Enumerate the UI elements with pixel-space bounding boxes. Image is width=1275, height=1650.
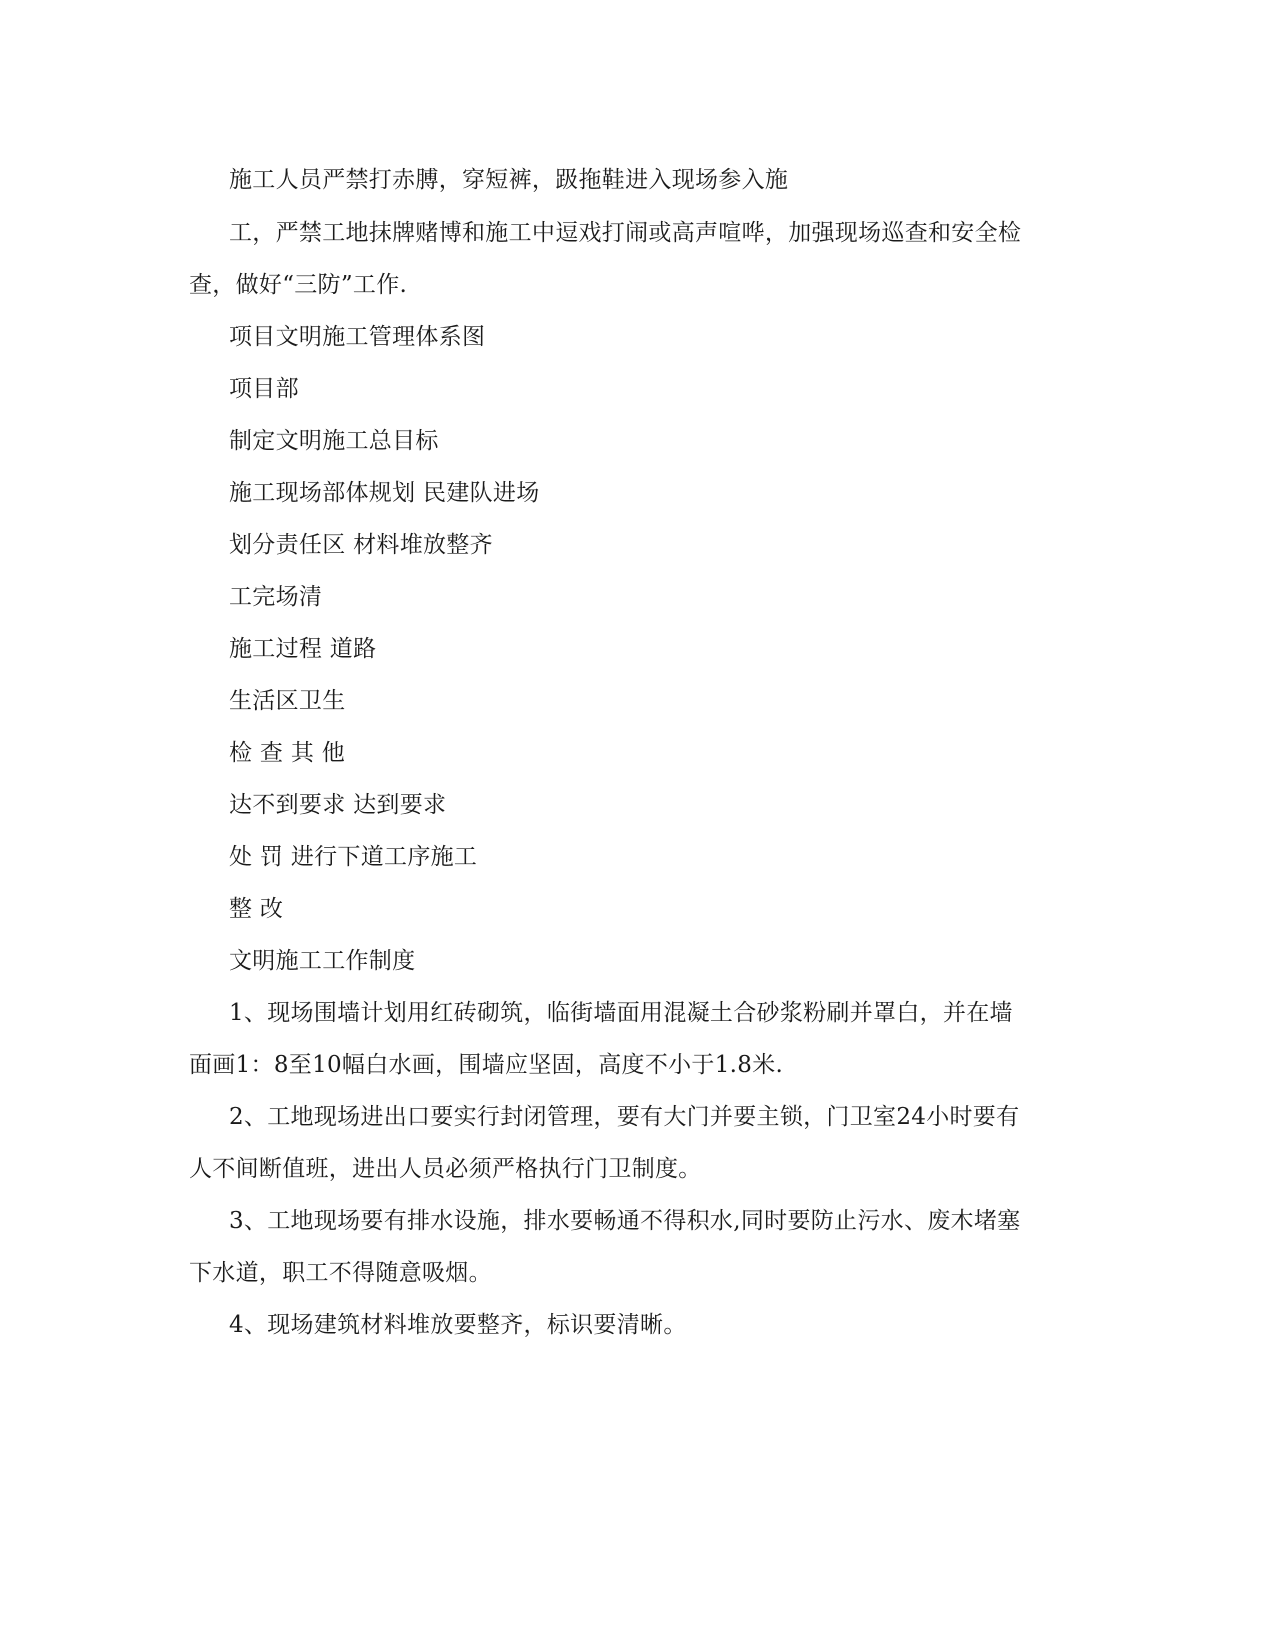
diagram-node: 项目部 [229,376,299,402]
paragraph-line: 人不间断值班，进出人员必须严格执行门卫制度。 [189,1156,702,1182]
paragraph-line: 施工人员严禁打赤膊，穿短裤，趿拖鞋进入现场参入施 [229,167,789,193]
paragraph-line: 查，做好“三防”工作. [189,272,408,298]
diagram-node: 工完场清 [229,584,323,610]
diagram-node: 划分责任区 材料堆放整齐 [229,532,493,558]
paragraph-line: 面画1：8至10幅白水画，围墙应坚固，高度不小于1.8米. [189,1052,784,1078]
diagram-node: 达不到要求 达到要求 [229,792,447,818]
section-heading: 文明施工工作制度 [229,948,416,974]
section-heading: 项目文明施工管理体系图 [229,324,486,350]
diagram-node: 检 查 其 他 [229,740,346,766]
paragraph-line: 4、现场建筑材料堆放要整齐，标识要清晰。 [229,1312,687,1338]
diagram-node: 处 罚 进行下道工序施工 [229,844,478,870]
diagram-node: 生活区卫生 [229,688,346,714]
diagram-node: 制定文明施工总目标 [229,428,439,454]
paragraph-line: 下水道，职工不得随意吸烟。 [189,1260,492,1286]
diagram-node: 施工过程 道路 [229,636,377,662]
paragraph-line: 3、工地现场要有排水设施，排水要畅通不得积水,同时要防止污水、废木堵塞 [229,1208,1021,1234]
diagram-node: 整 改 [229,896,284,922]
diagram-node: 施工现场部体规划 民建队进场 [229,480,540,506]
paragraph-line: 工，严禁工地抹牌赌博和施工中逗戏打闹或高声喧哗，加强现场巡查和安全检 [229,220,1022,246]
paragraph-line: 2、工地现场进出口要实行封闭管理，要有大门并要主锁，门卫室24小时要有 [229,1104,1020,1130]
paragraph-line: 1、现场围墙计划用红砖砌筑，临街墙面用混凝土合砂浆粉刷并罩白，并在墙 [229,1000,1013,1026]
